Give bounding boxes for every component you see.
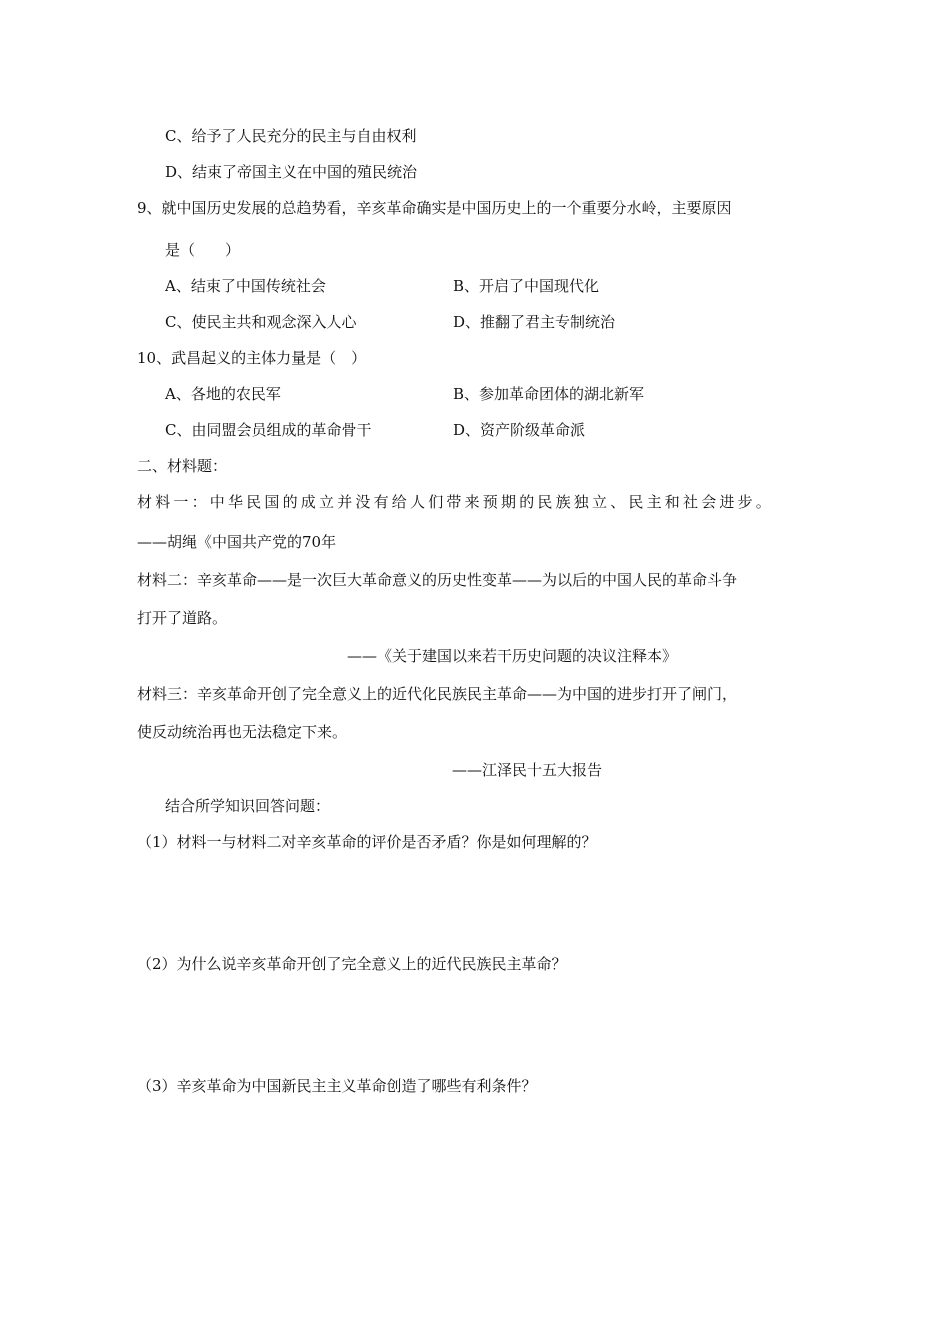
q8-option-d: D、结束了帝国主义在中国的殖民统治 [165, 163, 418, 181]
q8-option-c: C、给予了人民充分的民主与自由权利 [165, 127, 417, 145]
section-heading: 二、材料题： [137, 457, 228, 475]
q10-stem: 10、武昌起义的主体力量是（ ） [137, 349, 367, 367]
material2-line2: 打开了道路。 [137, 609, 228, 627]
material3-source: ——江泽民十五大报告 [452, 761, 603, 779]
q9-stem-line1: 9、就中国历史发展的总趋势看，辛亥革命确实是中国历史上的一个重要分水岭，主要原因 [137, 199, 732, 217]
material2-source: ——《关于建国以来若干历史问题的决议注释本》 [347, 647, 678, 665]
material1-text: 材料一：中华民国的成立并没有给人们带来预期的民族独立、民主和社会进步。 [137, 493, 775, 511]
q10-option-d: D、资产阶级革命派 [453, 421, 586, 439]
q9-option-d: D、推翻了君主专制统治 [453, 313, 616, 331]
question-1: （1）材料一与材料二对辛亥革命的评价是否矛盾？你是如何理解的？ [137, 833, 597, 851]
q9-option-a: A、结束了中国传统社会 [165, 277, 326, 295]
material3-line2: 使反动统治再也无法稳定下来。 [137, 723, 348, 741]
q9-stem-line2: 是（ ） [165, 241, 241, 259]
q10-option-a: A、各地的农民军 [165, 385, 281, 403]
question-3: （3）辛亥革命为中国新民主主义革命创造了哪些有利条件？ [137, 1077, 537, 1095]
material1-source: ——胡绳《中国共产党的70年 [137, 533, 337, 551]
question-2: （2）为什么说辛亥革命开创了完全意义上的近代民族民主革命？ [137, 955, 567, 973]
q9-option-b: B、开启了中国现代化 [453, 277, 600, 295]
instruction: 结合所学知识回答问题： [165, 797, 331, 815]
q10-option-b: B、参加革命团体的湖北新军 [453, 385, 645, 403]
q10-option-c: C、由同盟会员组成的革命骨干 [165, 421, 372, 439]
material3-line1: 材料三：辛亥革命开创了完全意义上的近代化民族民主革命——为中国的进步打开了闸门， [137, 685, 738, 703]
q9-option-c: C、使民主共和观念深入人心 [165, 313, 357, 331]
material2-line1: 材料二：辛亥革命——是一次巨大革命意义的历史性变革——为以后的中国人民的革命斗争 [137, 571, 738, 589]
